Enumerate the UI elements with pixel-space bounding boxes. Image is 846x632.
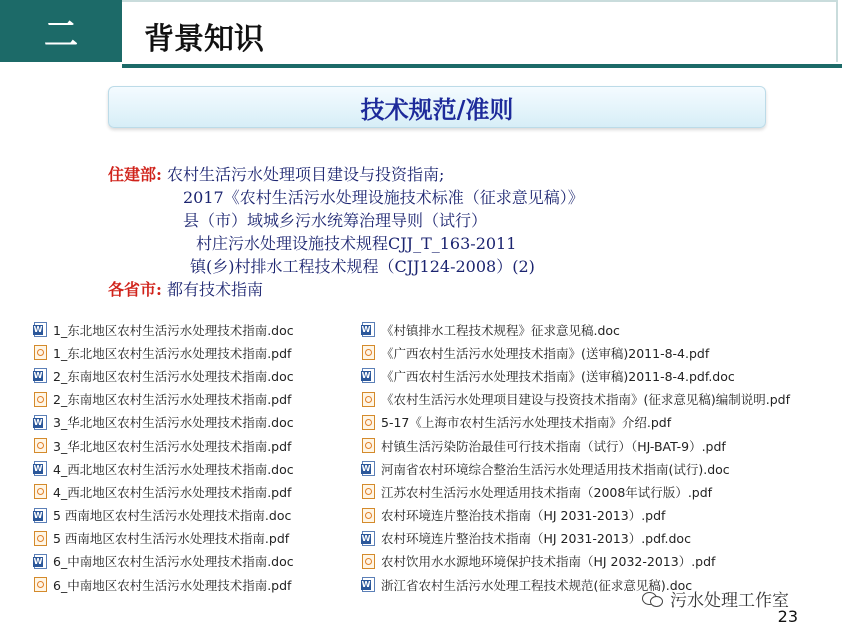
slide-header bbox=[0, 0, 846, 62]
standards-row-provinces bbox=[108, 277, 263, 300]
wechat-icon bbox=[642, 590, 664, 608]
file-name: 农村环境连片整治技术指南（HJ 2031-2013）.pdf.doc bbox=[381, 531, 691, 547]
watermark-text: 污水处理工作室 bbox=[670, 591, 789, 611]
file-item[interactable] bbox=[362, 504, 790, 527]
file-item[interactable] bbox=[34, 411, 294, 434]
file-item[interactable] bbox=[34, 527, 294, 550]
watermark bbox=[642, 586, 789, 611]
pdf-document-icon bbox=[362, 554, 375, 569]
file-name: 农村环境连片整治技术指南（HJ 2031-2013）.pdf bbox=[381, 508, 666, 524]
standard-item: 村庄污水处理设施技术规程CJJ_T_163-2011 bbox=[196, 234, 517, 253]
topic-banner bbox=[108, 86, 766, 128]
standard-item: 农村生活污水处理项目建设与投资指南; bbox=[167, 165, 445, 184]
word-document-icon bbox=[362, 322, 375, 337]
file-name: 6_中南地区农村生活污水处理技术指南.pdf bbox=[53, 577, 292, 593]
file-name: 2_东南地区农村生活污水处理技术指南.doc bbox=[53, 368, 294, 384]
file-item[interactable] bbox=[362, 550, 790, 573]
word-document-icon bbox=[362, 461, 375, 476]
file-name: 《广西农村生活污水处理技术指南》(送审稿)2011-8-4.pdf.doc bbox=[381, 368, 735, 384]
file-name: 村镇生活污染防治最佳可行技术指南（试行）（HJ-BAT-9）.pdf bbox=[381, 438, 726, 454]
file-name: 2_东南地区农村生活污水处理技术指南.pdf bbox=[53, 392, 292, 408]
file-name: 5 西南地区农村生活污水处理技术指南.doc bbox=[53, 508, 292, 524]
file-item[interactable] bbox=[362, 341, 790, 364]
pdf-document-icon bbox=[362, 345, 375, 360]
file-name: 江苏农村生活污水处理适用技术指南（2008年试行版）.pdf bbox=[381, 484, 713, 500]
file-name: 《广西农村生活污水处理技术指南》(送审稿)2011-8-4.pdf bbox=[381, 345, 710, 361]
pdf-document-icon bbox=[34, 577, 47, 592]
file-name: 1_东北地区农村生活污水处理技术指南.doc bbox=[53, 322, 294, 338]
file-name: 《村镇排水工程技术规程》征求意见稿.doc bbox=[381, 322, 620, 338]
word-document-icon bbox=[34, 508, 47, 523]
file-name: 4_西北地区农村生活污水处理技术指南.pdf bbox=[53, 484, 292, 500]
file-name: 《农村生活污水处理项目建设与投资技术指南》(征求意见稿)编制说明.pdf bbox=[381, 392, 790, 408]
file-item[interactable] bbox=[362, 388, 790, 411]
word-document-icon bbox=[34, 322, 47, 337]
word-document-icon bbox=[362, 531, 375, 546]
banner-title: 技术规范/准则 bbox=[360, 94, 514, 124]
file-item[interactable] bbox=[362, 527, 790, 550]
provinces-label: 各省市: bbox=[108, 280, 162, 299]
word-document-icon bbox=[34, 461, 47, 476]
standard-item: 县（市）域城乡污水统筹治理导则（试行） bbox=[183, 211, 488, 230]
file-name: 6_中南地区农村生活污水处理技术指南.doc bbox=[53, 554, 294, 570]
file-item[interactable] bbox=[34, 504, 294, 527]
file-item[interactable] bbox=[362, 364, 790, 387]
standard-item: 2017《农村生活污水处理设施技术标准（征求意见稿）》 bbox=[183, 188, 584, 207]
file-name: 1_东北地区农村生活污水处理技术指南.pdf bbox=[53, 345, 292, 361]
file-list-left bbox=[34, 318, 294, 596]
page-number: 23 bbox=[777, 607, 798, 626]
file-name: 农村饮用水水源地环境保护技术指南（HJ 2032-2013）.pdf bbox=[381, 554, 716, 570]
header-divider bbox=[122, 64, 842, 68]
file-name: 河南省农村环境综合整治生活污水处理适用技术指南(试行).doc bbox=[381, 461, 730, 477]
pdf-document-icon bbox=[362, 415, 375, 430]
provinces-text: 都有技术指南 bbox=[167, 280, 264, 299]
section-title: 背景知识 bbox=[144, 22, 264, 57]
word-document-icon bbox=[34, 368, 47, 383]
file-item[interactable] bbox=[34, 573, 294, 596]
file-item[interactable] bbox=[362, 457, 790, 480]
file-item[interactable] bbox=[362, 318, 790, 341]
file-item[interactable] bbox=[362, 411, 790, 434]
file-item[interactable] bbox=[34, 318, 294, 341]
standards-row-1 bbox=[108, 162, 444, 185]
file-name: 5 西南地区农村生活污水处理技术指南.pdf bbox=[53, 531, 290, 547]
pdf-document-icon bbox=[362, 508, 375, 523]
file-list-right bbox=[362, 318, 790, 596]
file-name: 5-17《上海市农村生活污水处理技术指南》介绍.pdf bbox=[381, 415, 672, 431]
file-name: 4_西北地区农村生活污水处理技术指南.doc bbox=[53, 461, 294, 477]
standard-item: 镇(乡)村排水工程技术规程（CJJ124-2008）(2) bbox=[190, 257, 535, 276]
pdf-document-icon bbox=[34, 345, 47, 360]
file-name: 3_华北地区农村生活污水处理技术指南.pdf bbox=[53, 438, 292, 454]
section-number: 二 bbox=[0, 0, 122, 62]
pdf-document-icon bbox=[34, 392, 47, 407]
file-item[interactable] bbox=[34, 341, 294, 364]
file-item[interactable] bbox=[34, 364, 294, 387]
pdf-document-icon bbox=[34, 531, 47, 546]
file-item[interactable] bbox=[34, 434, 294, 457]
word-document-icon bbox=[34, 415, 47, 430]
word-document-icon bbox=[362, 368, 375, 383]
file-item[interactable] bbox=[34, 457, 294, 480]
ministry-label: 住建部: bbox=[108, 165, 162, 184]
file-name: 浙江省农村生活污水处理工程技术规范(征求意见稿).doc bbox=[381, 577, 693, 593]
pdf-document-icon bbox=[34, 438, 47, 453]
file-name: 3_华北地区农村生活污水处理技术指南.doc bbox=[53, 415, 294, 431]
file-item[interactable] bbox=[362, 434, 790, 457]
pdf-document-icon bbox=[34, 484, 47, 499]
pdf-document-icon bbox=[362, 392, 375, 407]
section-title-box bbox=[122, 0, 838, 62]
file-item[interactable] bbox=[34, 388, 294, 411]
file-item[interactable] bbox=[34, 480, 294, 503]
file-item[interactable] bbox=[34, 550, 294, 573]
pdf-document-icon bbox=[362, 438, 375, 453]
word-document-icon bbox=[34, 554, 47, 569]
pdf-document-icon bbox=[362, 484, 375, 499]
file-item[interactable] bbox=[362, 480, 790, 503]
word-document-icon bbox=[362, 577, 375, 592]
